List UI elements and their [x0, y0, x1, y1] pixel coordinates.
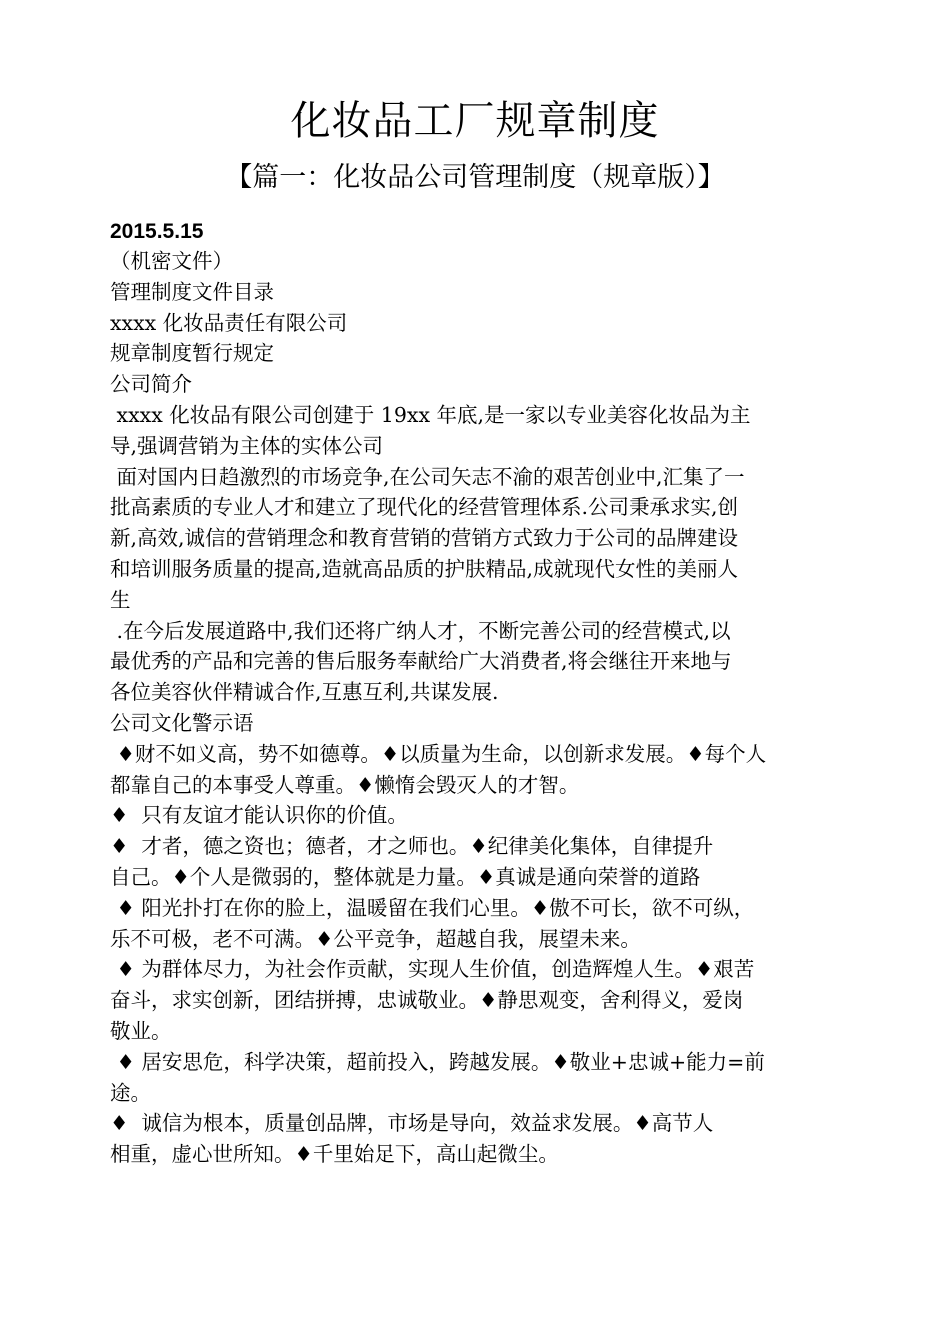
body-line: 最优秀的产品和完善的售后服务奉献给广大消费者,将会继往开来地与 [110, 649, 732, 674]
body-line: 规章制度暂行规定 [110, 341, 274, 366]
body-line: 导,强调营销为主体的实体公司 [110, 433, 384, 458]
body-line: ♦ 诚信为根本，质量创品牌，市场是导向，效益求发展。♦高节人 [110, 1111, 714, 1136]
body-line: 管理制度文件目录 [110, 279, 274, 304]
body-line: 公司文化警示语 [110, 710, 254, 735]
document-subtitle: 【篇一：化妆品公司管理制度（规章版）】 [225, 162, 725, 193]
body-line: 生 [110, 587, 131, 612]
body-line: ♦ 阳光扑打在你的脸上，温暖留在我们心里。♦傲不可长，欲不可纵， [110, 895, 755, 920]
body-line: 都靠自己的本事受人尊重。♦懒惰会毁灭人的才智。 [110, 772, 580, 797]
body-line: ♦ 居安思危，科学决策，超前投入，跨越发展。♦敬业+忠诚+能力=前 [110, 1049, 765, 1074]
body-line: 批高素质的专业人才和建立了现代化的经营管理体系.公司秉承求实,创 [110, 495, 739, 520]
body-line: 敬业。 [110, 1018, 172, 1043]
body-line: ♦ 只有友谊才能认识你的价值。 [110, 803, 408, 828]
body-line: ♦ 才者，德之资也；德者，才之师也。♦纪律美化集体，自律提升 [110, 834, 714, 859]
body-line: 途。 [110, 1080, 151, 1105]
body-line: 各位美容伙伴精诚合作,互惠互利,共谋发展. [110, 680, 499, 705]
body-line: 公司简介 [110, 372, 192, 397]
body-line: 面对国内日趋激烈的市场竞争,在公司矢志不渝的艰苦创业中,汇集了一 [110, 464, 745, 489]
body-lines [110, 246, 838, 1170]
body-line: ♦ 为群体尽力，为社会作贡献，实现人生价值，创造辉煌人生。♦艰苦 [110, 957, 755, 982]
body-line: 和培训服务质量的提高,造就高品质的护肤精品,成就现代女性的美丽人 [110, 556, 739, 581]
body-line: 奋斗，求实创新，团结拼搏，忠诚敬业。♦静思观变，舍利得义，爱岗 [110, 988, 744, 1013]
body-line: .在今后发展道路中,我们还将广纳人才，不断完善公司的经营模式,以 [110, 618, 731, 643]
body-line: （机密文件） [110, 249, 233, 273]
document-body [110, 218, 838, 1170]
body-line: xxxx 化妆品责任有限公司 [110, 310, 348, 335]
body-line: 相重，虚心世所知。♦千里始足下，高山起微尘。 [110, 1142, 559, 1167]
body-line: 新,高效,诚信的营销理念和教育营销的营销方式致力于公司的品牌建设 [110, 526, 739, 551]
body-line: 乐不可极，老不可满。♦公平竞争，超越自我，展望未来。 [110, 926, 641, 951]
body-line: 自己。♦个人是微弱的，整体就是力量。♦真诚是通向荣誉的道路 [110, 864, 701, 889]
body-line: ♦财不如义高，势不如德尊。♦以质量为生命，以创新求发展。♦每个人 [110, 741, 767, 766]
document-date: 2015.5.15 [110, 220, 204, 243]
document-title: 化妆品工厂规章制度 [290, 98, 660, 144]
body-line: xxxx 化妆品有限公司创建于 19xx 年底,是一家以专业美容化妆品为主 [110, 402, 751, 427]
